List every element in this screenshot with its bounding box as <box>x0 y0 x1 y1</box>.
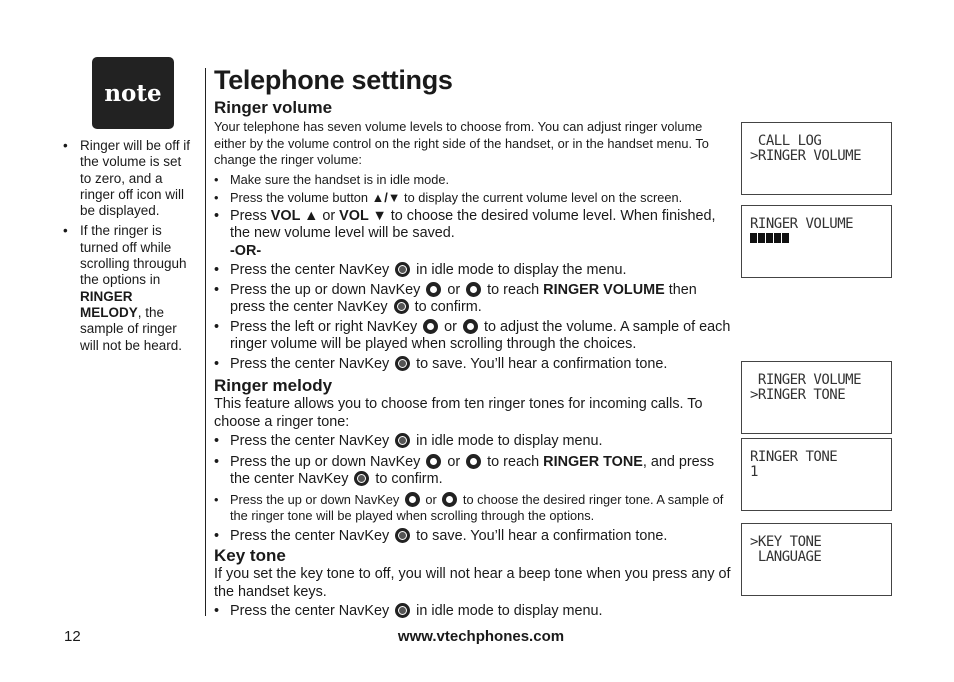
list-item <box>214 528 732 546</box>
up-navkey-icon <box>426 282 441 297</box>
list-item <box>214 262 732 280</box>
step-text: or <box>421 491 441 507</box>
side-note-text: Ringer will be off if the volume is set to zero, and a ringer off icon will be displayed. <box>80 138 191 219</box>
step-text: or <box>443 453 465 470</box>
step-text: Press the up or down NavKey <box>230 491 403 507</box>
step-text: to choose the desired ringer tone. A sample of the ringer tone will be played when scrolling through the options. <box>230 491 724 523</box>
down-navkey-icon <box>442 492 457 507</box>
divider-line <box>205 68 206 616</box>
step-text: then press the center NavKey <box>230 281 697 315</box>
step-text: Press the left or right NavKey <box>230 318 422 335</box>
list-item <box>214 172 732 189</box>
lcd-line: >KEY TONE <box>750 534 822 550</box>
ringer-volume-menu-steps <box>214 262 732 373</box>
down-navkey-icon <box>466 282 481 297</box>
section-heading-ringer-melody: Ringer melody <box>214 376 333 395</box>
step-text: in idle mode to display menu. <box>412 603 603 619</box>
volume-bar <box>750 233 757 243</box>
key-tone-steps <box>214 603 732 621</box>
list-item <box>214 190 732 207</box>
step-text: Press the center NavKey <box>230 433 394 449</box>
step-text: Make sure the handset is in idle mode. <box>230 171 450 187</box>
website-url: www.vtechphones.com <box>397 628 565 645</box>
step-text: to save. You’ll hear a confirmation tone. <box>412 527 668 544</box>
lcd-line: 1 <box>750 464 758 480</box>
lcd-line: CALL LOG <box>750 133 822 149</box>
lcd-screen-ringer-volume <box>741 205 892 278</box>
step-text: to display the current volume level on the screen. <box>400 190 683 205</box>
ringer-melody-steps <box>214 433 732 545</box>
step-text: Press the up or down NavKey <box>230 281 425 298</box>
side-note-item <box>63 138 195 219</box>
vol-up-label: VOL ▲ <box>270 207 319 224</box>
step-text: in idle mode to display menu. <box>412 433 603 449</box>
step-text: to reach <box>483 453 544 470</box>
vol-down-label: VOL ▼ <box>339 207 387 224</box>
list-item <box>214 208 732 243</box>
lcd-screen-ringer-menu <box>741 361 892 434</box>
left-navkey-icon <box>423 319 438 334</box>
volume-bar <box>766 233 773 243</box>
step-text: Press the volume button <box>230 190 372 205</box>
step-text: to reach <box>483 281 544 298</box>
menu-option-label: RINGER VOLUME <box>543 281 665 298</box>
list-item <box>214 319 732 354</box>
up-navkey-icon <box>426 454 441 469</box>
list-item <box>214 433 732 451</box>
ringer-volume-steps <box>214 172 732 243</box>
step-text: or <box>443 281 465 298</box>
step-text: Press <box>230 207 271 224</box>
side-note-bold: RINGER MELODY <box>80 288 138 320</box>
step-text: to save. You’ll hear a confirmation tone. <box>412 355 668 372</box>
ringer-volume-intro: Your telephone has seven volume levels to choose from. You can adjust ringer volume either by the volume control on the right side of the handset, or in the handset menu. To change the ringer volume: <box>214 119 709 167</box>
step-text: Press the center NavKey <box>230 527 394 544</box>
or-separator: -OR- <box>230 242 262 259</box>
step-text: Press the center NavKey <box>230 603 394 619</box>
volume-bar <box>774 233 781 243</box>
volume-bar <box>782 233 789 243</box>
key-tone-intro: If you set the key tone to off, you will not hear a beep tone when you press any of the handset keys. <box>214 566 731 600</box>
step-text: to adjust the volume. A sample of each ringer volume will be played when scrolling through the choices. <box>230 318 731 352</box>
center-navkey-icon <box>394 299 409 314</box>
side-note-text: , the sample of ringer will not be heard. <box>80 304 183 353</box>
center-navkey-icon <box>354 471 369 486</box>
center-navkey-icon <box>395 262 410 277</box>
list-item <box>214 492 732 525</box>
step-text: in idle mode to display the menu. <box>412 262 627 278</box>
step-text: or <box>440 318 461 335</box>
note-label: note <box>104 79 162 107</box>
section-heading-key-tone: Key tone <box>214 546 286 565</box>
page-number: 12 <box>64 628 81 645</box>
lcd-line: >RINGER VOLUME <box>750 148 862 164</box>
list-item <box>214 282 732 317</box>
center-navkey-icon <box>395 603 410 618</box>
page-title: Telephone settings <box>214 65 453 95</box>
step-text: or <box>318 207 340 224</box>
lcd-line: RINGER VOLUME <box>750 372 862 388</box>
menu-option-label: RINGER TONE <box>543 453 643 470</box>
right-navkey-icon <box>463 319 478 334</box>
section-heading-ringer-volume: Ringer volume <box>214 98 333 117</box>
list-item <box>214 603 732 621</box>
lcd-line: RINGER VOLUME <box>750 216 854 232</box>
side-note-text: If the ringer is turned off while scrolling througuh the options in <box>80 223 187 288</box>
note-badge <box>92 57 174 129</box>
list-item <box>214 454 732 489</box>
step-text: to choose the desired volume level. When finished, the new volume level will be saved. <box>230 207 716 241</box>
step-text: Press the up or down NavKey <box>230 453 425 470</box>
volume-bar <box>758 233 765 243</box>
lcd-screen-call-log <box>741 122 892 195</box>
step-text: to confirm. <box>371 471 443 487</box>
center-navkey-icon <box>395 528 410 543</box>
lcd-line: >RINGER TONE <box>750 387 846 403</box>
step-text: , and press the center NavKey <box>230 453 715 487</box>
lcd-line: RINGER TONE <box>750 449 838 465</box>
list-item <box>214 356 732 374</box>
ringer-melody-intro: This feature allows you to choose from ten ringer tones for incoming calls. To choose a ringer tone: <box>214 396 703 430</box>
center-navkey-icon <box>395 356 410 371</box>
step-text: to confirm. <box>410 299 482 315</box>
side-notes <box>63 138 195 358</box>
up-navkey-icon <box>405 492 420 507</box>
volume-arrows-icon: ▲/▼ <box>371 190 401 205</box>
main-content <box>214 62 732 621</box>
lcd-screen-key-tone <box>741 523 892 596</box>
side-note-item <box>63 223 195 353</box>
lcd-line: LANGUAGE <box>750 549 822 565</box>
step-text: Press the center NavKey <box>230 262 394 278</box>
lcd-screen-ringer-tone <box>741 438 892 511</box>
center-navkey-icon <box>395 433 410 448</box>
volume-level-bars <box>750 233 883 243</box>
down-navkey-icon <box>466 454 481 469</box>
step-text: Press the center NavKey <box>230 355 394 372</box>
